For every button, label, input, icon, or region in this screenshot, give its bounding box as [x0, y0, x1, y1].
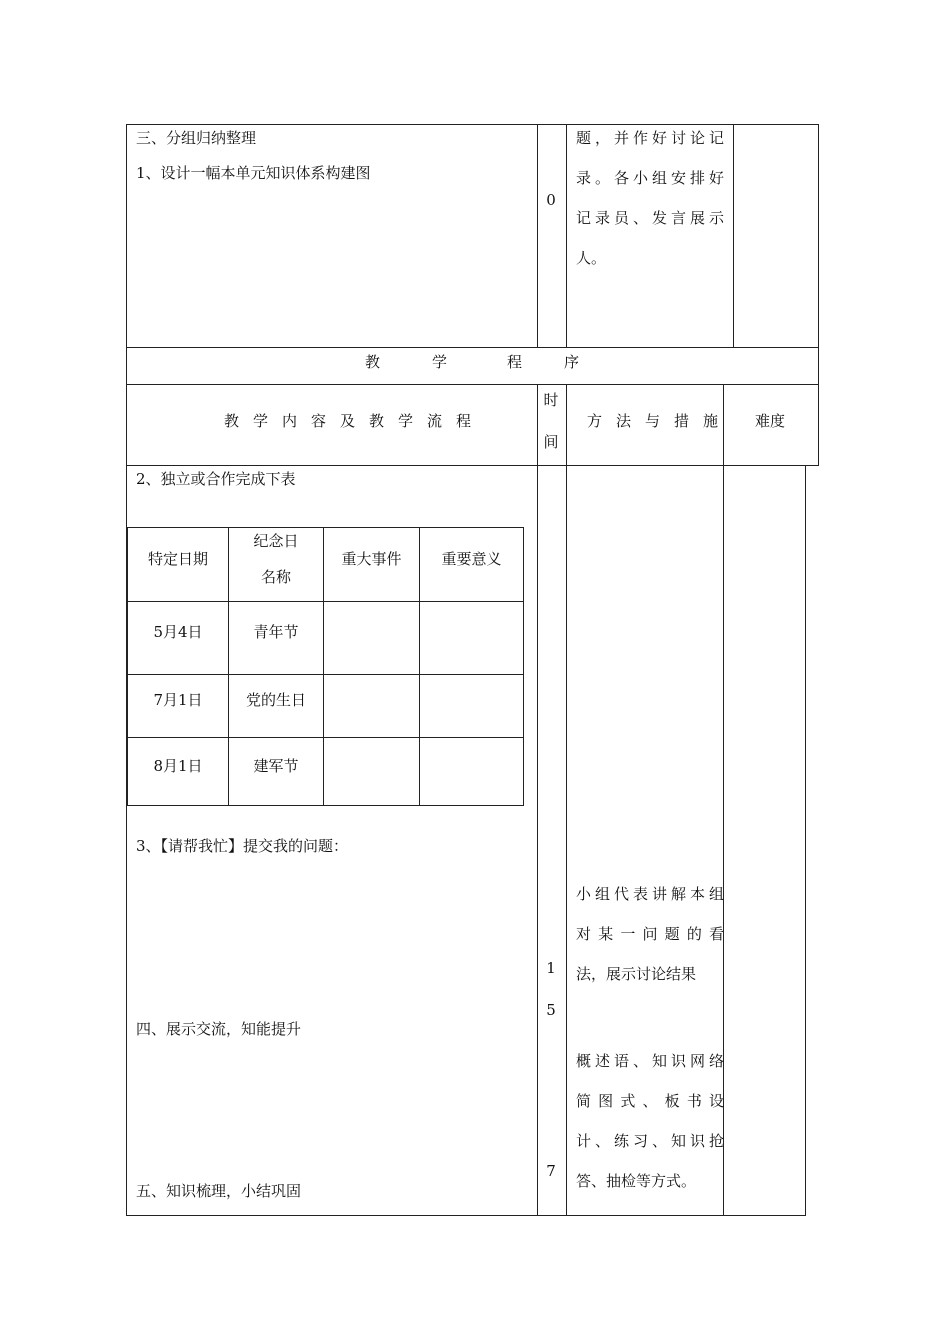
inner-table-bottom	[126, 805, 524, 806]
program-title-char: 教	[365, 353, 381, 371]
method-line: 答、抽检等方式。	[576, 1172, 697, 1190]
program-title-char: 序	[564, 353, 580, 371]
col-divider-time	[566, 124, 567, 348]
inner-table-row3	[126, 737, 524, 738]
row-divider-headers	[126, 384, 819, 385]
column-header-difficulty: 难度	[755, 412, 786, 430]
inner-header-meaning: 重要意义	[441, 550, 502, 568]
row-divider-body	[126, 465, 819, 466]
table-border-bottom	[126, 1215, 806, 1216]
method-text-block2	[576, 1041, 724, 1201]
inner-cell-date: 5月4日	[153, 623, 203, 641]
method-line: 记录员、发言展示	[576, 209, 724, 227]
section-three-item1: 1、设计一幅本单元知识体系构建图	[136, 164, 371, 182]
inner-header-date: 特定日期	[147, 550, 208, 568]
method-text-top	[576, 118, 724, 278]
time-value-top: 0	[546, 191, 556, 209]
inner-header-event: 重大事件	[341, 550, 402, 568]
body-divider-time	[566, 465, 567, 1216]
method-line: 对某一问题的看	[576, 925, 724, 943]
inner-header-name-line2: 名称	[260, 568, 291, 586]
program-title-char: 学	[432, 353, 448, 371]
table-border-right-top	[818, 124, 819, 466]
section-item3: 3、【请帮我忙】提交我的问题：	[136, 837, 349, 855]
header-divider-time	[566, 384, 567, 466]
inner-cell-name: 青年节	[253, 623, 299, 641]
time-value-body: 7	[546, 1162, 556, 1180]
col-divider-method	[733, 124, 734, 348]
method-line: 计、练习、知识抢	[576, 1132, 724, 1150]
inner-table-top	[126, 527, 524, 528]
method-line: 人。	[576, 249, 607, 267]
section-three-title: 三、分组归纳整理	[136, 129, 257, 147]
method-line: 法，展示讨论结果	[576, 965, 697, 983]
time-value-body: 5	[546, 1001, 556, 1019]
section-five-title: 五、知识梳理，小结巩固	[136, 1182, 302, 1200]
body-divider-content	[537, 465, 538, 1216]
inner-cell-name: 建军节	[253, 757, 299, 775]
col-divider-content	[537, 124, 538, 348]
method-line: 小组代表讲解本组	[576, 885, 724, 903]
table-border-right-body	[805, 465, 806, 1216]
column-header-method: 方法与措施	[587, 412, 733, 430]
method-line: 简图式、板书设	[576, 1092, 724, 1110]
time-value-body: 1	[546, 959, 556, 977]
column-header-content: 教学内容及教学流程	[224, 412, 486, 430]
method-line: 录。各小组安排好	[576, 169, 724, 187]
method-line: 题，并作好讨论记	[576, 129, 724, 147]
section-item2: 2、独立或合作完成下表	[136, 470, 296, 488]
section-four-title: 四、展示交流，知能提升	[136, 1020, 302, 1038]
row-divider-program	[126, 347, 819, 348]
program-title-char: 程	[507, 353, 523, 371]
method-text-block1	[576, 874, 724, 994]
inner-cell-name: 党的生日	[245, 691, 306, 709]
column-header-time-top: 时	[543, 391, 559, 409]
inner-table-row1	[126, 601, 524, 602]
inner-cell-date: 7月1日	[153, 691, 203, 709]
inner-header-name-line1: 纪念日	[253, 532, 299, 550]
column-header-time-bottom: 间	[543, 433, 559, 451]
inner-table-row2	[126, 674, 524, 675]
method-line: 概述语、知识网络	[576, 1052, 724, 1070]
inner-table-right	[523, 527, 524, 806]
inner-cell-date: 8月1日	[153, 757, 203, 775]
